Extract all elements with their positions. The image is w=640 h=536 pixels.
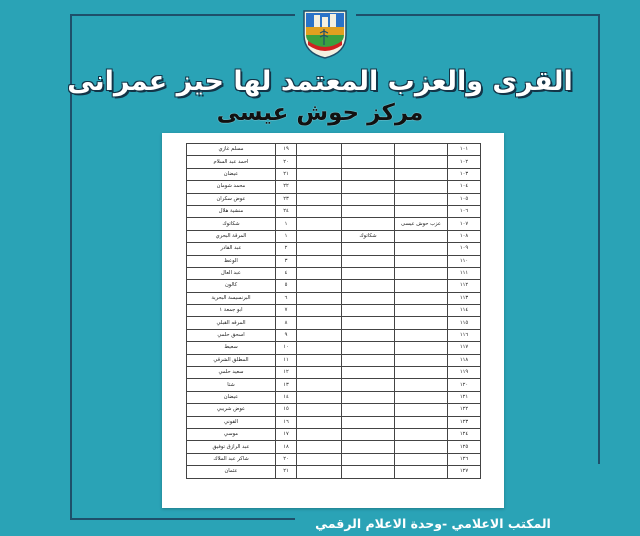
table-cell-name: المرقة البحري [187,230,276,242]
table-cell-c2 [395,416,448,428]
table-cell-c3 [342,193,395,205]
table-cell-c4 [297,329,342,341]
table-cell-c3 [342,416,395,428]
table-cell-name: عبد العال [187,267,276,279]
table-cell-name: القوني [187,416,276,428]
table-cell-serial: ١١٢ [448,280,481,292]
table-cell-num: ٦ [276,292,297,304]
table-cell-c2 [395,367,448,379]
table-row [187,193,481,205]
table-cell-c4 [297,267,342,279]
table-cell-serial: ١١٨ [448,354,481,366]
table-cell-name: البرنسيسة البحرية [187,292,276,304]
table-cell-c4 [297,428,342,440]
table-cell-c3 [342,205,395,217]
table-cell-c3 [342,218,395,230]
table-cell-c2 [395,181,448,193]
table-cell-c2: عزب حوش عيسى [395,218,448,230]
table-cell-c4 [297,218,342,230]
table-cell-c2 [395,267,448,279]
table-cell-serial: ١١١ [448,267,481,279]
table-row [187,218,481,230]
table-cell-c4 [297,280,342,292]
table-cell-num: ١ [276,218,297,230]
table-cell-num: ١٣ [276,379,297,391]
table-cell-num: ١٢ [276,367,297,379]
table-cell-name: عوض شريبي [187,404,276,416]
table-cell-num: ٩ [276,329,297,341]
table-cell-serial: ١٠٢ [448,156,481,168]
table-cell-num: ١١ [276,354,297,366]
table-cell-c4 [297,205,342,217]
table-cell-c2 [395,354,448,366]
table-row [187,342,481,354]
table-cell-c3 [342,255,395,267]
table-cell-serial: ١٢٤ [448,428,481,440]
table-row [187,367,481,379]
table-cell-c3 [342,404,395,416]
table-cell-name: سعيط [187,342,276,354]
table-cell-c3 [342,144,395,156]
table-cell-c3 [342,280,395,292]
table-cell-name: مسلم غازي [187,144,276,156]
page-title: القرى والعزب المعتمد لها حيز عمرانى [67,66,573,97]
table-cell-name: شتا [187,379,276,391]
table-row [187,243,481,255]
table-cell-c4 [297,255,342,267]
table-cell-num: ٢٣ [276,193,297,205]
table-row [187,453,481,465]
table-cell-serial: ١١٤ [448,305,481,317]
table-row [187,292,481,304]
table-cell-c3 [342,354,395,366]
table-cell-serial: ١٢٣ [448,416,481,428]
table-row [187,416,481,428]
table-cell-serial: ١٠٩ [448,243,481,255]
table-cell-num: ٢١ [276,168,297,180]
table-cell-serial: ١٢١ [448,391,481,403]
table-cell-c4 [297,416,342,428]
table-cell-name: المرقه القبلي [187,317,276,329]
table-cell-num: ٢١ [276,466,297,478]
table-cell-c2 [395,342,448,354]
table-cell-name: كالون [187,280,276,292]
table-cell-c3 [342,329,395,341]
table-cell-name: عثمان [187,466,276,478]
table-cell-c4 [297,317,342,329]
table-cell-c3 [342,367,395,379]
table-cell-name: عبد القادر [187,243,276,255]
table-cell-c3 [342,342,395,354]
table-cell-c4 [297,156,342,168]
table-row [187,441,481,453]
table-cell-serial: ١١٦ [448,329,481,341]
table-cell-c3 [342,453,395,465]
table-cell-c2 [395,280,448,292]
table-row [187,354,481,366]
table-row [187,391,481,403]
table-cell-num: ٢٠ [276,156,297,168]
table-cell-serial: ١١٠ [448,255,481,267]
table-cell-c3 [342,156,395,168]
table-row [187,379,481,391]
table-cell-name: محمد شومان [187,181,276,193]
table-cell-name: اسحق حلمي [187,329,276,341]
table-row [187,181,481,193]
table-cell-num: ١٠ [276,342,297,354]
table-cell-num: ٢ [276,243,297,255]
table-cell-c4 [297,391,342,403]
table-cell-name: موسي [187,428,276,440]
table-cell-c2 [395,453,448,465]
table-row [187,317,481,329]
table-cell-num: ١٧ [276,428,297,440]
table-cell-c3 [342,168,395,180]
table-cell-c3 [342,391,395,403]
table-cell-c3 [342,466,395,478]
table-cell-c4 [297,342,342,354]
table-cell-c3 [342,181,395,193]
table-cell-c2 [395,144,448,156]
table-row [187,168,481,180]
table-cell-c3: شكاتوك [342,230,395,242]
table-cell-c2 [395,466,448,478]
table-cell-num: ١٥ [276,404,297,416]
table-cell-serial: ١٠٥ [448,193,481,205]
table-cell-c4 [297,367,342,379]
table-cell-c2 [395,243,448,255]
table-cell-num: ٢٤ [276,205,297,217]
table-cell-num: ٢٢ [276,181,297,193]
table-cell-c4 [297,193,342,205]
table-cell-c3 [342,292,395,304]
table-cell-serial: ١٠٤ [448,181,481,193]
table-row [187,255,481,267]
table-cell-num: ٨ [276,317,297,329]
table-cell-c2 [395,391,448,403]
table-cell-num: ٧ [276,305,297,317]
table-cell-c3 [342,428,395,440]
table-cell-c2 [395,441,448,453]
table-cell-c4 [297,453,342,465]
table-cell-c4 [297,181,342,193]
table-cell-serial: ١٢٠ [448,379,481,391]
table-cell-c2 [395,305,448,317]
table-cell-name: منشية هلال [187,205,276,217]
frame-line-top-right [356,14,600,16]
table-cell-num: ٥ [276,280,297,292]
table-cell-serial: ١٢٥ [448,441,481,453]
frame-line-bottom [70,518,295,520]
table-cell-c2 [395,230,448,242]
frame-line-top [70,14,295,16]
table-cell-num: ١ [276,230,297,242]
table-row [187,404,481,416]
table-row [187,230,481,242]
table-cell-serial: ١٠٧ [448,218,481,230]
table-cell-name: سعيد حلمي [187,367,276,379]
table-cell-c2 [395,193,448,205]
table-cell-name: عوض سكران [187,193,276,205]
table-cell-num: ١٦ [276,416,297,428]
table-cell-c2 [395,428,448,440]
table-cell-c2 [395,329,448,341]
table-cell-num: ٢٠ [276,453,297,465]
table-cell-c4 [297,243,342,255]
table-cell-c2 [395,317,448,329]
table-cell-num: ٣ [276,255,297,267]
table-cell-c3 [342,379,395,391]
document-sheet [162,133,504,508]
table-cell-serial: ١١٧ [448,342,481,354]
table-cell-c2 [395,379,448,391]
table-row [187,428,481,440]
table-cell-c4 [297,354,342,366]
table-cell-serial: ١١٥ [448,317,481,329]
table-cell-serial: ١٢٦ [448,453,481,465]
table-cell-c2 [395,255,448,267]
table-cell-name: عيضان [187,168,276,180]
table-cell-name: احمد عبد السلام [187,156,276,168]
table-cell-serial: ١٢٢ [448,404,481,416]
table-cell-name: عيضان [187,391,276,403]
table-cell-c3 [342,317,395,329]
table-cell-num: ١٤ [276,391,297,403]
table-cell-c4 [297,168,342,180]
table-cell-c4 [297,292,342,304]
table-cell-serial: ١٠٨ [448,230,481,242]
table-cell-c3 [342,267,395,279]
table-cell-c4 [297,404,342,416]
table-cell-serial: ١٠٦ [448,205,481,217]
table-cell-num: ١٨ [276,441,297,453]
table-cell-c2 [395,404,448,416]
table-cell-serial: ١١٣ [448,292,481,304]
page-subtitle: مركز حوش عيسى [216,100,424,126]
table-row [187,144,481,156]
table-cell-name: المطلق الشرقي [187,354,276,366]
table-cell-c4 [297,441,342,453]
footer-caption: المكتب الاعلامي -وحدة الاعلام الرقمي [315,516,551,531]
table-cell-c2 [395,168,448,180]
table-cell-serial: ١٠٣ [448,168,481,180]
table-cell-name: الوعظ [187,255,276,267]
table-cell-serial: ١٢٧ [448,466,481,478]
table-cell-c3 [342,243,395,255]
villages-table [186,143,481,479]
table-cell-serial: ١١٩ [448,367,481,379]
table-cell-name: عبد الرازق توفيق [187,441,276,453]
table-cell-num: ١٩ [276,144,297,156]
table-row [187,466,481,478]
table-cell-name: شاكر عبد الملاك [187,453,276,465]
table-cell-name: ابو جمعة ١ [187,305,276,317]
table-cell-serial: ١٠١ [448,144,481,156]
table-cell-c2 [395,156,448,168]
table-cell-c4 [297,466,342,478]
table-row [187,205,481,217]
table-cell-c3 [342,305,395,317]
table-cell-name: شكاتوك [187,218,276,230]
table-cell-c4 [297,230,342,242]
table-cell-c4 [297,379,342,391]
table-cell-num: ٤ [276,267,297,279]
table-row [187,267,481,279]
table-cell-c2 [395,292,448,304]
governorate-logo [300,5,350,60]
table-cell-c2 [395,205,448,217]
table-row [187,329,481,341]
table-cell-c3 [342,441,395,453]
table-row [187,280,481,292]
table-cell-c4 [297,144,342,156]
table-cell-c4 [297,305,342,317]
table-row [187,156,481,168]
table-row [187,305,481,317]
